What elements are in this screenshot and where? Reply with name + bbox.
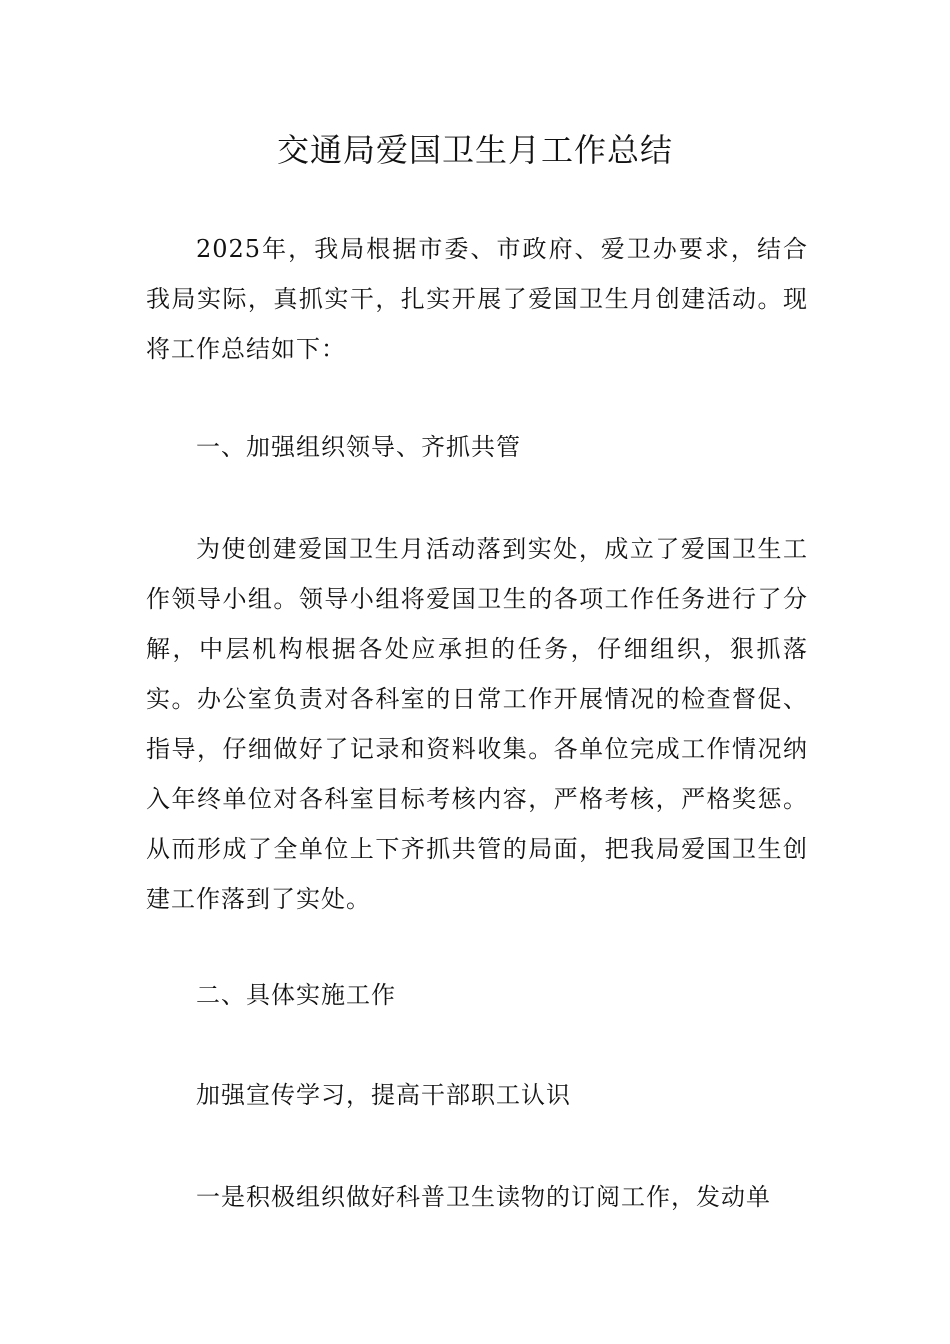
subsection-heading: 加强宣传学习，提高干部职工认识 bbox=[196, 1081, 571, 1109]
section-2-paragraph: 一是积极组织做好科普卫生读物的订阅工作，发动单 bbox=[196, 1183, 771, 1211]
section-1-paragraph: 为使创建爱国卫生月活动落到实处，成立了爱国卫生工作领导小组。领导小组将爱国卫生的各项工作任务进行了分解，中层机构根据各处应承担的任务，仔细组织，狠抓落实。办公室负责对各科室的日常工作开展情况的检查督促、指导，仔细做好了记录和资料收集。各单位完成工作情况纳入年终单位对各科室目标考核内容，严格考核，严格奖惩。从而形成了全单位上下齐抓共管的局面，把我局爱国卫生创建工作落到了实处。 bbox=[146, 535, 808, 913]
intro-paragraph: 2025年，我局根据市委、市政府、爱卫办要求，结合我局实际，真抓实干，扎实开展了爱国卫生月创建活动。现将工作总结如下： bbox=[146, 235, 808, 363]
section-heading-2: 二、具体实施工作 bbox=[196, 981, 396, 1009]
document-title: 交通局爱国卫生月工作总结 bbox=[276, 131, 673, 169]
section-heading-1: 一、加强组织领导、齐抓共管 bbox=[196, 433, 521, 461]
